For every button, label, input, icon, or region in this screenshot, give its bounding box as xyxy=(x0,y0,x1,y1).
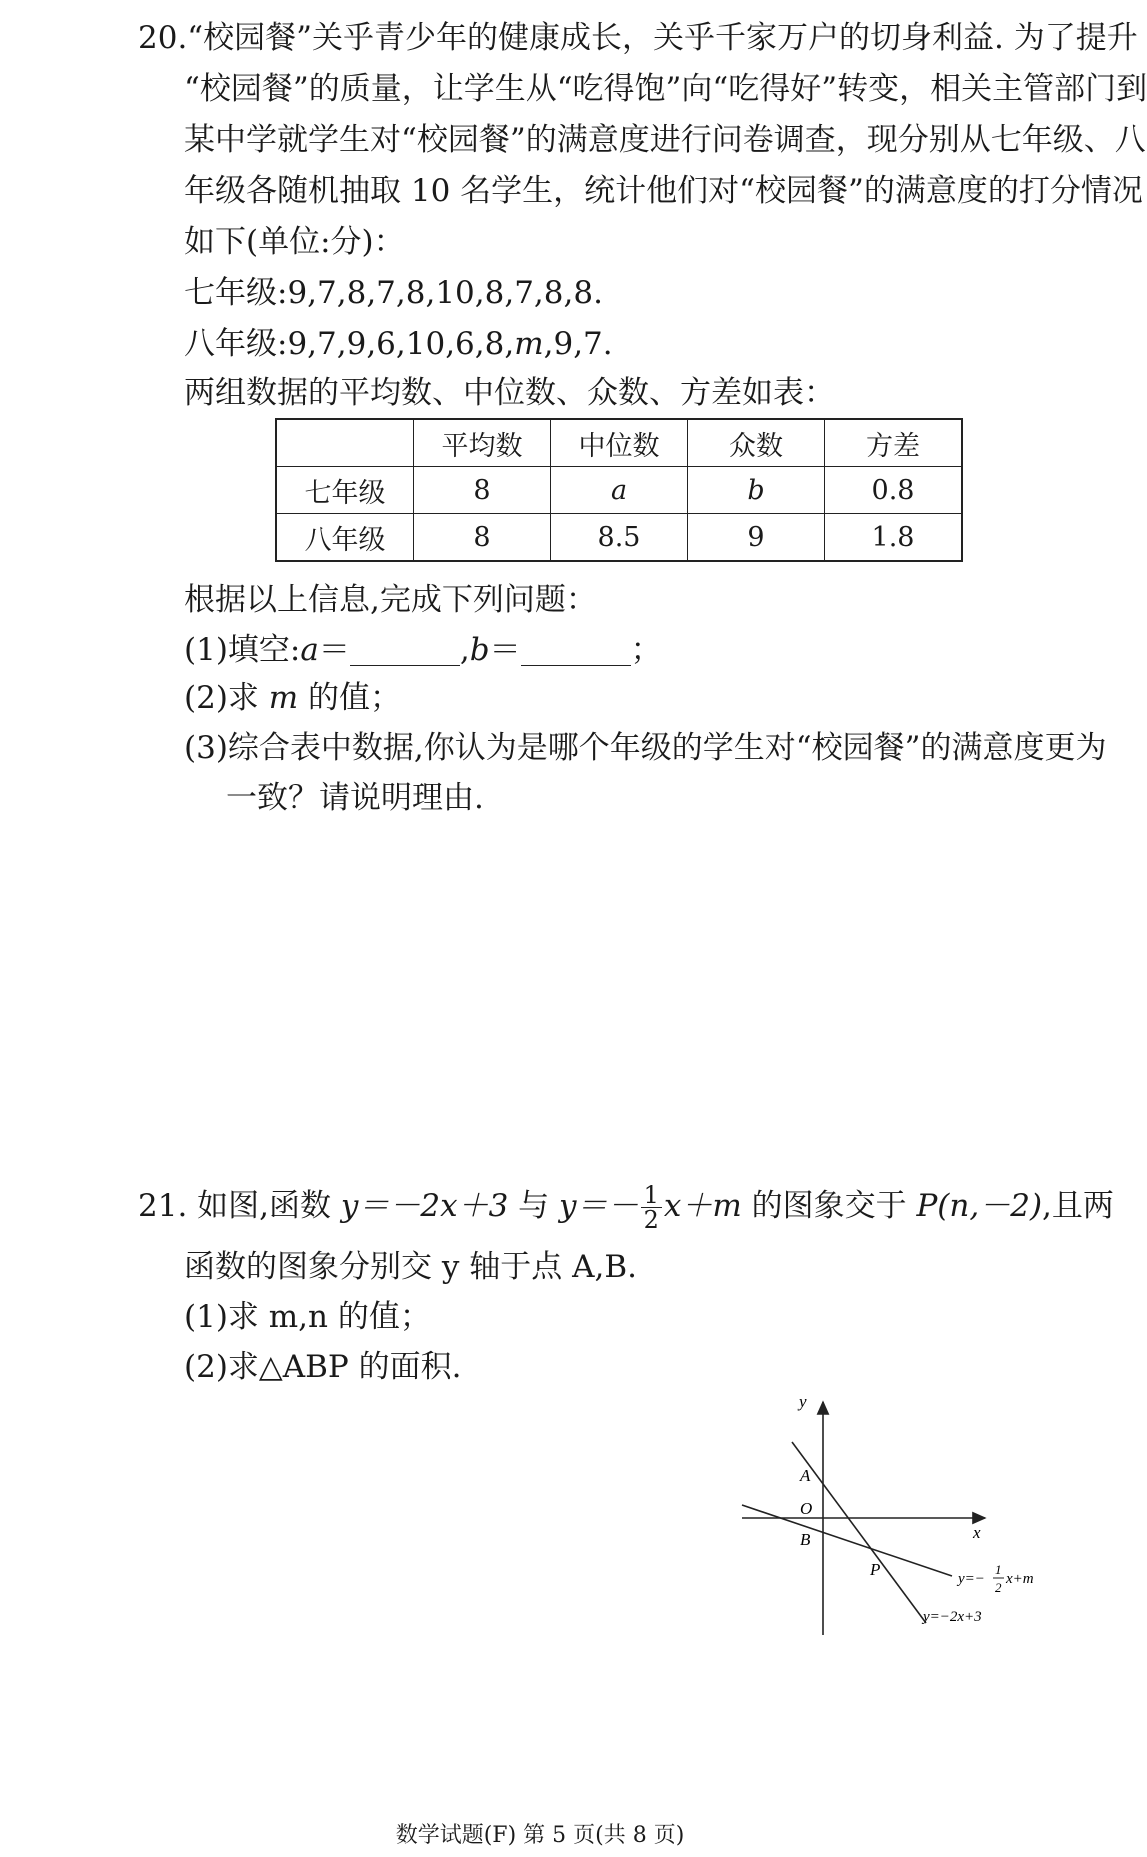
q20-part3-line2: 一致？请说明理由. xyxy=(226,780,484,816)
q21-line-2: 函数的图象分别交 y 轴于点 A,B. xyxy=(184,1249,637,1285)
line2-label-numerator: 1 xyxy=(995,1562,1002,1577)
q21-equation-2-right: x＋m xyxy=(663,1188,742,1224)
grade8-data-suffix: ,9,7. xyxy=(543,326,613,362)
q20-line-2: “校园餐”的质量，让学生从“吃得饱”向“吃得好”转变，相关主管部门到 xyxy=(184,71,1147,107)
q21-point-p: P(n,－2) xyxy=(916,1188,1043,1224)
part1-var-b: b xyxy=(469,632,490,668)
q20-line-5: 如下(单位:分)： xyxy=(184,224,405,260)
q21-text: 的图象交于 xyxy=(741,1188,917,1224)
grade8-data xyxy=(184,322,613,366)
axis-label-y: y xyxy=(799,1392,807,1411)
part2-var-m: m xyxy=(268,680,299,716)
point-a-label: A xyxy=(800,1466,811,1485)
part1-equals: ＝ xyxy=(318,632,350,668)
table-cell: 八年级 xyxy=(276,514,414,562)
grade8-variable-m: m xyxy=(514,326,544,362)
q21-intro: 21. 如图,函数 xyxy=(138,1188,341,1224)
q20-line-3: 某中学就学生对“校园餐”的满意度进行问卷调查，现分别从七年级、八 xyxy=(184,122,1146,158)
table-cell: 9 xyxy=(688,514,825,562)
fraction-denominator: 2 xyxy=(643,1206,659,1234)
point-b-label: B xyxy=(800,1530,811,1549)
table-cell: a xyxy=(551,467,688,514)
part1-equals: ＝ xyxy=(489,632,521,668)
table-header-row xyxy=(276,419,962,467)
part1-var-a: a xyxy=(300,632,319,668)
part2-prefix: (2)求 xyxy=(184,680,269,716)
axis-label-x: x xyxy=(973,1523,981,1542)
q20-instruction: 根据以上信息,完成下列问题： xyxy=(184,582,597,618)
table-header-cell: 平均数 xyxy=(414,419,551,467)
function-graph-figure xyxy=(730,1385,1070,1655)
grade7-data: 七年级:9,7,8,7,8,10,8,7,8,8. xyxy=(184,275,603,311)
q21-equation-1: y＝－2x＋3 xyxy=(340,1188,509,1224)
part1-prefix: (1)填空: xyxy=(184,632,301,668)
origin-label: O xyxy=(800,1499,813,1518)
stats-table xyxy=(275,418,963,562)
q21-conj: 与 xyxy=(508,1188,560,1224)
q21-text-end: ,且两 xyxy=(1042,1188,1114,1224)
line2-label-suffix: x+m xyxy=(1006,1571,1034,1587)
line1-label: y=−2x+3 xyxy=(923,1609,982,1625)
q21-part2: (2)求△ABP 的面积. xyxy=(184,1349,462,1385)
fraction-numerator: 1 xyxy=(641,1183,662,1208)
page-footer: 数学试题(F) 第 5 页(共 8 页) xyxy=(395,1823,685,1848)
table-intro: 两组数据的平均数、中位数、众数、方差如表： xyxy=(184,375,835,411)
table-cell: 8 xyxy=(414,467,551,514)
q20-part3-line1: (3)综合表中数据,你认为是哪个年级的学生对“校园餐”的满意度更为 xyxy=(184,730,1107,766)
q20-part2 xyxy=(184,676,401,720)
table-cell: 8 xyxy=(414,514,551,562)
table-cell: 8.5 xyxy=(551,514,688,562)
q21-fraction xyxy=(641,1183,662,1232)
line2-label-denominator: 2 xyxy=(995,1580,1002,1595)
answer-blank-a xyxy=(350,635,460,666)
table-header-cell xyxy=(276,419,414,467)
table-cell: 七年级 xyxy=(276,467,414,514)
table-header-cell: 方差 xyxy=(825,419,963,467)
q21-equation-2-left: y＝－ xyxy=(559,1188,639,1224)
table-header-cell: 众数 xyxy=(688,419,825,467)
table-header-cell: 中位数 xyxy=(551,419,688,467)
point-p-label: P xyxy=(870,1560,881,1579)
q21-part1: (1)求 m,n 的值； xyxy=(184,1299,431,1335)
table-cell: b xyxy=(688,467,825,514)
table-row xyxy=(276,467,962,514)
q20-part1: (1)填空:a＝ ,b＝ ； xyxy=(184,632,662,668)
grade8-data-prefix: 八年级:9,7,9,6,10,6,8, xyxy=(184,326,515,362)
part1-end: ； xyxy=(630,632,662,668)
q20-line-1: 20.“校园餐”关乎青少年的健康成长，关乎千家万户的切身利益. 为了提升 xyxy=(138,20,1138,56)
q20-line-4: 年级各随机抽取 10 名学生，统计他们对“校园餐”的满意度的打分情况 xyxy=(184,173,1143,209)
table-row xyxy=(276,514,962,562)
q21-line-1 xyxy=(138,1183,1114,1232)
table-cell: 1.8 xyxy=(825,514,963,562)
line2-label-prefix: y=− xyxy=(958,1571,985,1587)
table-cell: 0.8 xyxy=(825,467,963,514)
part2-suffix: 的值； xyxy=(298,680,402,716)
answer-blank-b xyxy=(521,635,631,666)
line-y-neg2x-plus3 xyxy=(792,1442,926,1623)
